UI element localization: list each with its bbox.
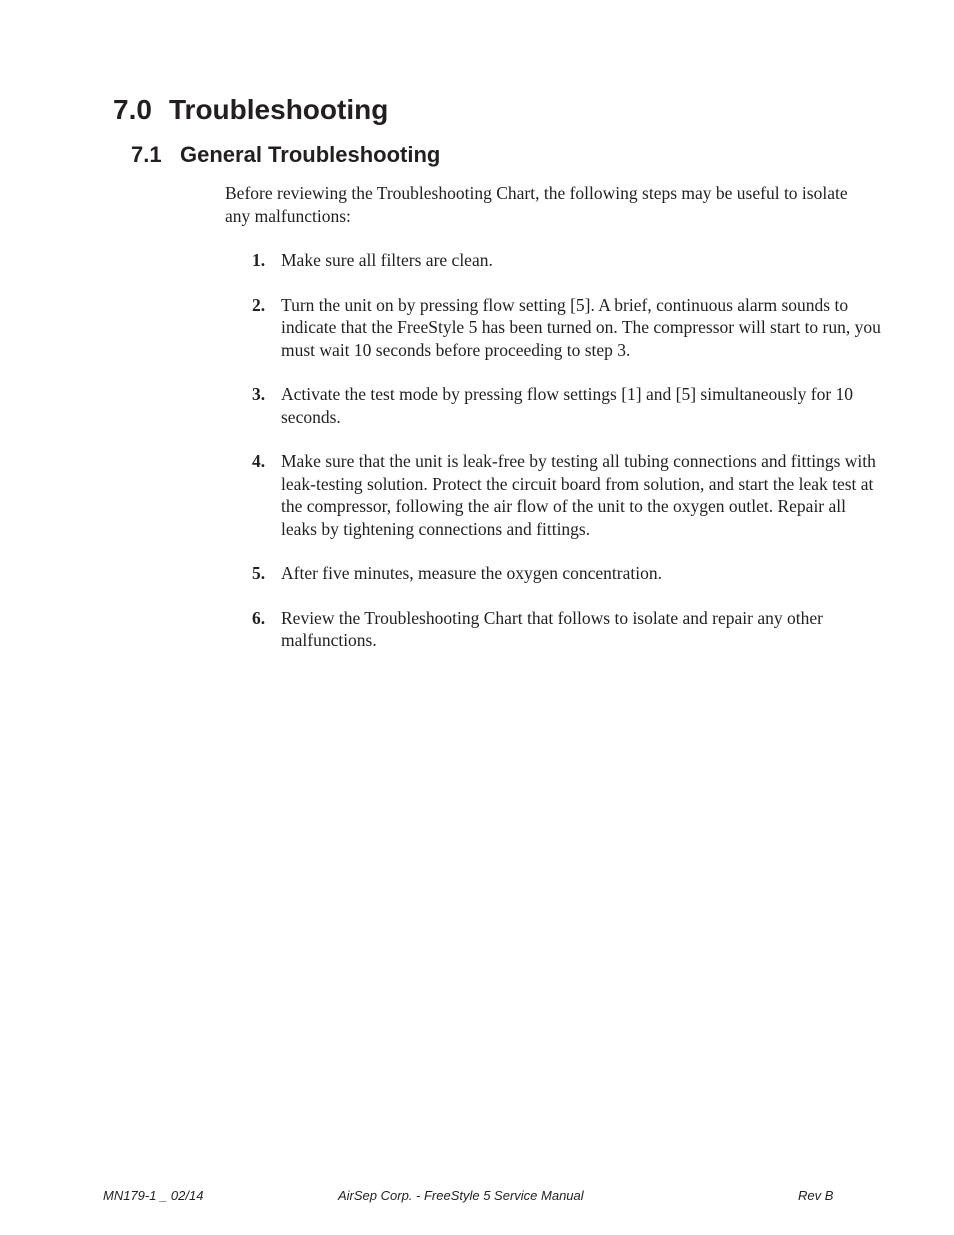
section-number: 7.0: [113, 94, 152, 125]
step-text: Activate the test mode by pressing flow settings [1] and [5] simultaneously for 10 seconds.: [281, 384, 854, 427]
list-item: [252, 383, 882, 428]
section-title: Troubleshooting: [169, 94, 389, 125]
list-item: [252, 562, 882, 585]
section-heading: [113, 92, 388, 128]
steps-list: [252, 249, 882, 674]
step-text: After five minutes, measure the oxygen concentration.: [281, 563, 662, 583]
list-item: [252, 607, 882, 652]
subsection-heading: [131, 141, 440, 169]
step-number: 4.: [252, 451, 266, 471]
step-number: 3.: [252, 384, 266, 404]
intro-paragraph: Before reviewing the Troubleshooting Chart, the following steps may be useful to isolate any malfunctions:: [225, 183, 848, 226]
list-item: [252, 249, 882, 272]
footer-doc-code: MN179-1 _ 02/14: [103, 1188, 204, 1203]
footer-revision: Rev B: [798, 1188, 834, 1203]
step-number: 6.: [252, 607, 266, 628]
subsection-number: 7.1: [131, 142, 162, 167]
list-item: [252, 294, 882, 362]
step-number: 2.: [252, 294, 266, 315]
step-text: Review the Troubleshooting Chart that follows to isolate and repair any other malfunctions.: [281, 607, 823, 650]
step-text: Turn the unit on by pressing flow setting [5]. A brief, continuous alarm sounds to indicate that the FreeStyle 5 has been turned on. The compressor will start to run, you must wait 10 seconds before proceeding to step 3.: [281, 294, 881, 360]
subsection-title: General Troubleshooting: [180, 142, 441, 167]
step-text: Make sure that the unit is leak-free by testing all tubing connections and fittings with leak-testing solution. Protect the circuit board from solution, and start the leak test at the compressor, following the air flow of the unit to the oxygen outlet. Repair all leaks by tightening connections and fittings.: [281, 451, 876, 539]
list-item: [252, 450, 882, 540]
step-number: 5.: [252, 563, 266, 583]
step-number: 1.: [252, 250, 266, 270]
footer-title: AirSep Corp. - FreeStyle 5 Service Manual: [338, 1188, 584, 1203]
step-text: Make sure all filters are clean.: [281, 250, 493, 270]
